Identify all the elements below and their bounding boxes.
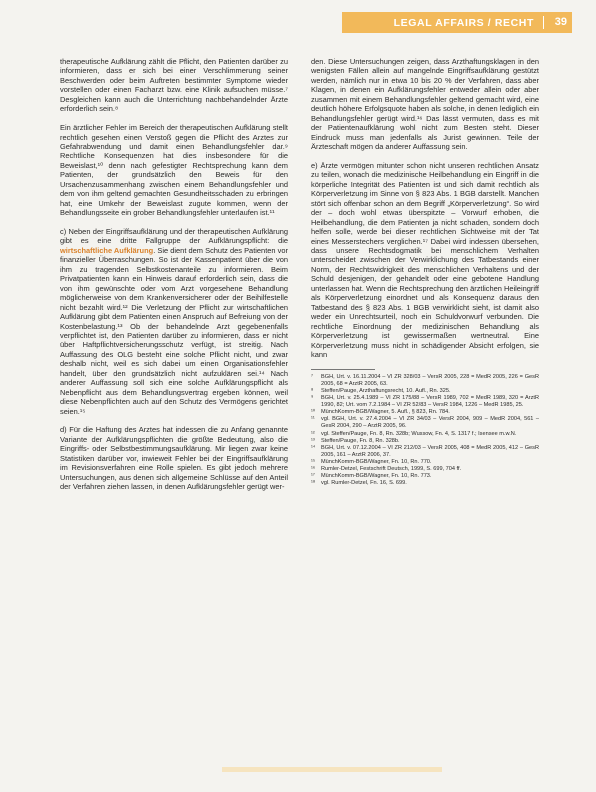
footnote-text: MünchKomm-BGB/Wagner, Fn. 10, Rn. 773.: [321, 473, 432, 480]
footnote-number: ¹⁵: [311, 458, 316, 465]
footnote-number: ¹²: [311, 430, 315, 437]
paragraph: e) Ärzte vermögen mitunter schon nicht unseren rechtlichen Ansatz zu teilen, wonach die medizinische Heilbehandlung ein Eingriff in die körperliche Integrität des Patienten ist und sich damit rechtlich als Körperverletzung im Sinne von § 823 Abs. 1 BGB darstellt. Manchen stört sich offenbar schon an dem Begriff „Körperverletzung“. So wird der – doch wohl etwas überspitzte – Vorwurf erhoben, die Heilbehandlung, die dem Patienten ja nicht schaden, sondern doch helfen solle, werde bei dieser rechtlichen Sichtweise mit der Tat eines Messerstechers verglichen.¹⁷ Dabei wird indessen übersehen, dass unsere Rechtsdogmatik bei menschlichem Verhalten unterscheidet zwischen der Verwirklichung des Tatbestands einer Norm, der Rechtswidrigkeit des menschlichen Verhaltens und der Schuld desjenigen, der gehandelt oder eine gebotene Handlung unterlassen hat. Wenn die Rechtsprechung den ärztlichen Heileingriff als Körperverletzung einordnet und als Konsequenz daraus den Tatbestand des § 823 Abs. 1 BGB verwirklicht sieht, ist damit also weder ein Unrechtsurteil, noch ein Schuldvorwurf verbunden. Die rechtliche Einordnung der medizinischen Behandlung als Körperverletzung ist gewissermaßen wertneutral. Eine Körperverletzung muss nicht in schädigender Absicht erfolgen, sie kann: [311, 160, 539, 359]
footnote-text: BGH, Urt. v. 07.12.2004 – VI ZR 212/03 – VersR 2005, 408 = MedR 2005, 412 – GesR 2005, 161 – ArztR 2006, 37.: [321, 444, 539, 458]
footnote: [311, 416, 539, 430]
footer-strip: [222, 767, 442, 772]
left-column: [60, 57, 288, 492]
footnote: [311, 445, 539, 459]
footnote: [311, 459, 539, 466]
paragraph: therapeutische Aufklärung zählt die Pflicht, den Patienten darüber zu informieren, dass er sich bei einer Verschlimmerung seiner Beschwerden oder beim Auftreten bestimmter Symptome wieder vorstellen oder einen Facharzt bzw. eine Klinik aufsuchen müsse.⁷ Desgleichen kann auch die Unterrichtung nachbehandelnder Ärzte erforderlich sein.⁸: [60, 57, 288, 114]
footnote-number: ¹⁷: [311, 473, 315, 480]
paragraph: d) Für die Haftung des Arztes hat indessen die zu Anfang genannte Variante der Aufklärungspflichten die größte Bedeutung, also die Eingriffs- oder Selbstbestimmungsaufklärung. Mir liegen zwar keine Statistiken darüber vor, inwieweit Fehler bei der Eingriffsaufklärung im Revisionsverfahren eine Rolle spielen. Es gibt jedoch mehrere Untersuchungen, aus denen sich allgemeine Schlüsse auf den Anteil der Verfahren ziehen lassen, in denen Aufklärungsfehler gerügt wer-: [60, 425, 288, 492]
header-divider: [543, 16, 544, 29]
footnote-text: Rumler-Detzel, Festschrift Deutsch, 1999, S. 699, 704 ff.: [321, 466, 462, 473]
footnote: [311, 409, 539, 416]
footnote: [311, 395, 539, 409]
footnote-divider: [311, 369, 375, 370]
footnote: [311, 374, 539, 388]
footnote-text: MünchKomm-BGB/Wagner, Fn. 10, Rn. 770.: [321, 458, 432, 465]
footnote-number: ¹⁴: [311, 444, 316, 451]
right-column: [311, 57, 539, 487]
footnote-number: ⁹: [311, 395, 314, 402]
footnote-text: vgl. BGH, Urt. v. 27.4.2004 – VI ZR 34/03 – VersR 2004, 909 – MedR 2004, 561 – GesR 2004, 290 – ArztR 2005, 96.: [321, 416, 539, 430]
footnote: [311, 466, 539, 473]
footnote-number: ¹¹: [311, 416, 315, 423]
footnote: [311, 438, 539, 445]
footnote-text: vgl. Rumler-Detzel, Fn. 16, S. 699.: [321, 480, 407, 487]
paragraph: Ein ärztlicher Fehler im Bereich der therapeutischen Aufklärung stellt rechtlich gesehen einen Verstoß gegen die Pflicht des Arztes zur Gefahrabwendung und damit einen Behandlungsfehler dar.⁹ Rechtliche Konsequenzen hat dies insbesondere für die Beweislast,¹⁰ denn nach gefestigter Rechtsprechung kann dem Patienten, der grundsätzlich den Beweis für den Ursachenzusammenhang zwischen einem Behandlungsfehler und dem von ihm geltend gemachten Gesundheitsschaden zu erbringen hat, eine Umkehr der Beweislast zugute kommen, wenn der Behandlungsseite ein grober Behandlungsfehler unterlaufen ist.¹¹: [60, 123, 288, 218]
paragraph-text: c) Neben der Eingriffsaufklärung und der therapeutischen Aufklärung gibt es eine dritte Fallgruppe der Aufklärungspflicht: die: [60, 227, 288, 246]
page-number: 39: [554, 16, 567, 28]
footnote: [311, 388, 539, 395]
footnote-text: vgl. Steffen/Pauge, Fn. 8, Rn. 328b; Wussow, Fn. 4, S. 1317 f.; Isensee m.w.N.: [321, 430, 517, 437]
paragraph-text: . Sie dient dem Schutz des Patienten vor finanzieller Überraschungen. So ist der Kassenpatient über die von ihm zu tragenden Selbstkostenanteile zu informieren. Beim Privatpatienten kann ein Hinweis darauf erforderlich sein, dass die von ihm gewünschte oder vom Arzt vorgesehene Behandlung möglicherweise von dem Krankenversicherer oder der Beihilfestelle nicht bezahlt wird.¹² Die Verletzung der Pflicht zur wirtschaftlichen Aufklärung gibt dem Patienten einen Anspruch auf Befreiung von der Kostenbelastung.¹³ Ob der behandelnde Arzt gegebenenfalls verpflichtet ist, den Patienten darüber zu informieren, dass er nicht über Haftpflichtversicherungsschutz verfügt, ist streitig. Nach Auffassung des OLG besteht eine solche Pflicht nicht, und zwar deshalb nicht, weil es sich dabei um einen Organisationsfehler handelt, über den grundsätzlich nicht aufzuklären sei.¹⁴ Nach anderer Auffassung soll sich eine solche Aufklärungspflicht als Nebenpflicht aus dem Behandlungsvertrag ergeben können, weil diese Nebenpflichten auch auf den Schutz des Vermögens gerichtet seien.¹⁵: [60, 245, 288, 416]
footnote-number: ⁸: [311, 388, 314, 395]
paragraph: den. Diese Untersuchungen zeigen, dass Arzthaftungsklagen in den wenigsten Fällen allein auf mangelnde Eingriffsaufklärung gestützt werden, nämlich nur in etwa 10 bis 20 % der Verfahren, dass aber Klagen, in denen ein Aufklärungsfehler entweder allein oder aber zusammen mit einem Behandlungsfehler geltend gemacht wird, eine deutlich höhere Erfolgsquote haben als solche, in denen lediglich ein Behandlungsfehler gerügt wird.¹⁶ Das lässt vermuten, dass es mit der Patientenaufklärung wohl nicht zum Besten steht. Dieser Eindruck muss man jedenfalls als Jurist gewinnen. Teile der Ärzteschaft mögen da anderer Auffassung sein.: [311, 57, 539, 152]
highlighted-term: wirtschaftliche Aufklärung: [60, 245, 154, 255]
footnotes: [311, 374, 539, 488]
footnote-text: MünchKomm-BGB/Wagner, 5. Aufl., § 823, Rn. 784.: [321, 409, 450, 416]
running-header: [342, 12, 572, 33]
section-title: LEGAL AFFAIRS / RECHT: [393, 17, 534, 29]
footnote: [311, 480, 539, 487]
footnote-number: ⁷: [311, 373, 314, 380]
footnote: [311, 473, 539, 480]
footnote-text: Steffen/Pauge, Arzthaftungsrecht, 10. Aufl., Rn. 325.: [321, 388, 451, 395]
footnote-number: ¹⁶: [311, 466, 316, 473]
footnote-number: ¹⁰: [311, 409, 316, 416]
paragraph: [60, 227, 288, 416]
footnote-number: ¹⁸: [311, 480, 316, 487]
footnote-text: BGH, Urt. v. 25.4.1989 – VI ZR 175/88 – VersR 1989, 702 = MedR 1989, 320 = ArztR 1990, 82; Urt. vom 7.2.1984 – VI ZR 52/83 – VersR 1984, 1226 – MedR 1985, 25.: [321, 395, 539, 409]
footnote-text: Steffen/Pauge, Fn. 8, Rn. 328b.: [321, 437, 400, 444]
footnote: [311, 431, 539, 438]
footnote-number: ¹³: [311, 437, 315, 444]
footnote-text: BGH, Urt. v. 16.11.2004 – VI ZR 328/03 – VersR 2005, 228 = MedR 2005, 226 = GesR 2005, 68 = ArztR 2005, 63.: [321, 373, 539, 387]
